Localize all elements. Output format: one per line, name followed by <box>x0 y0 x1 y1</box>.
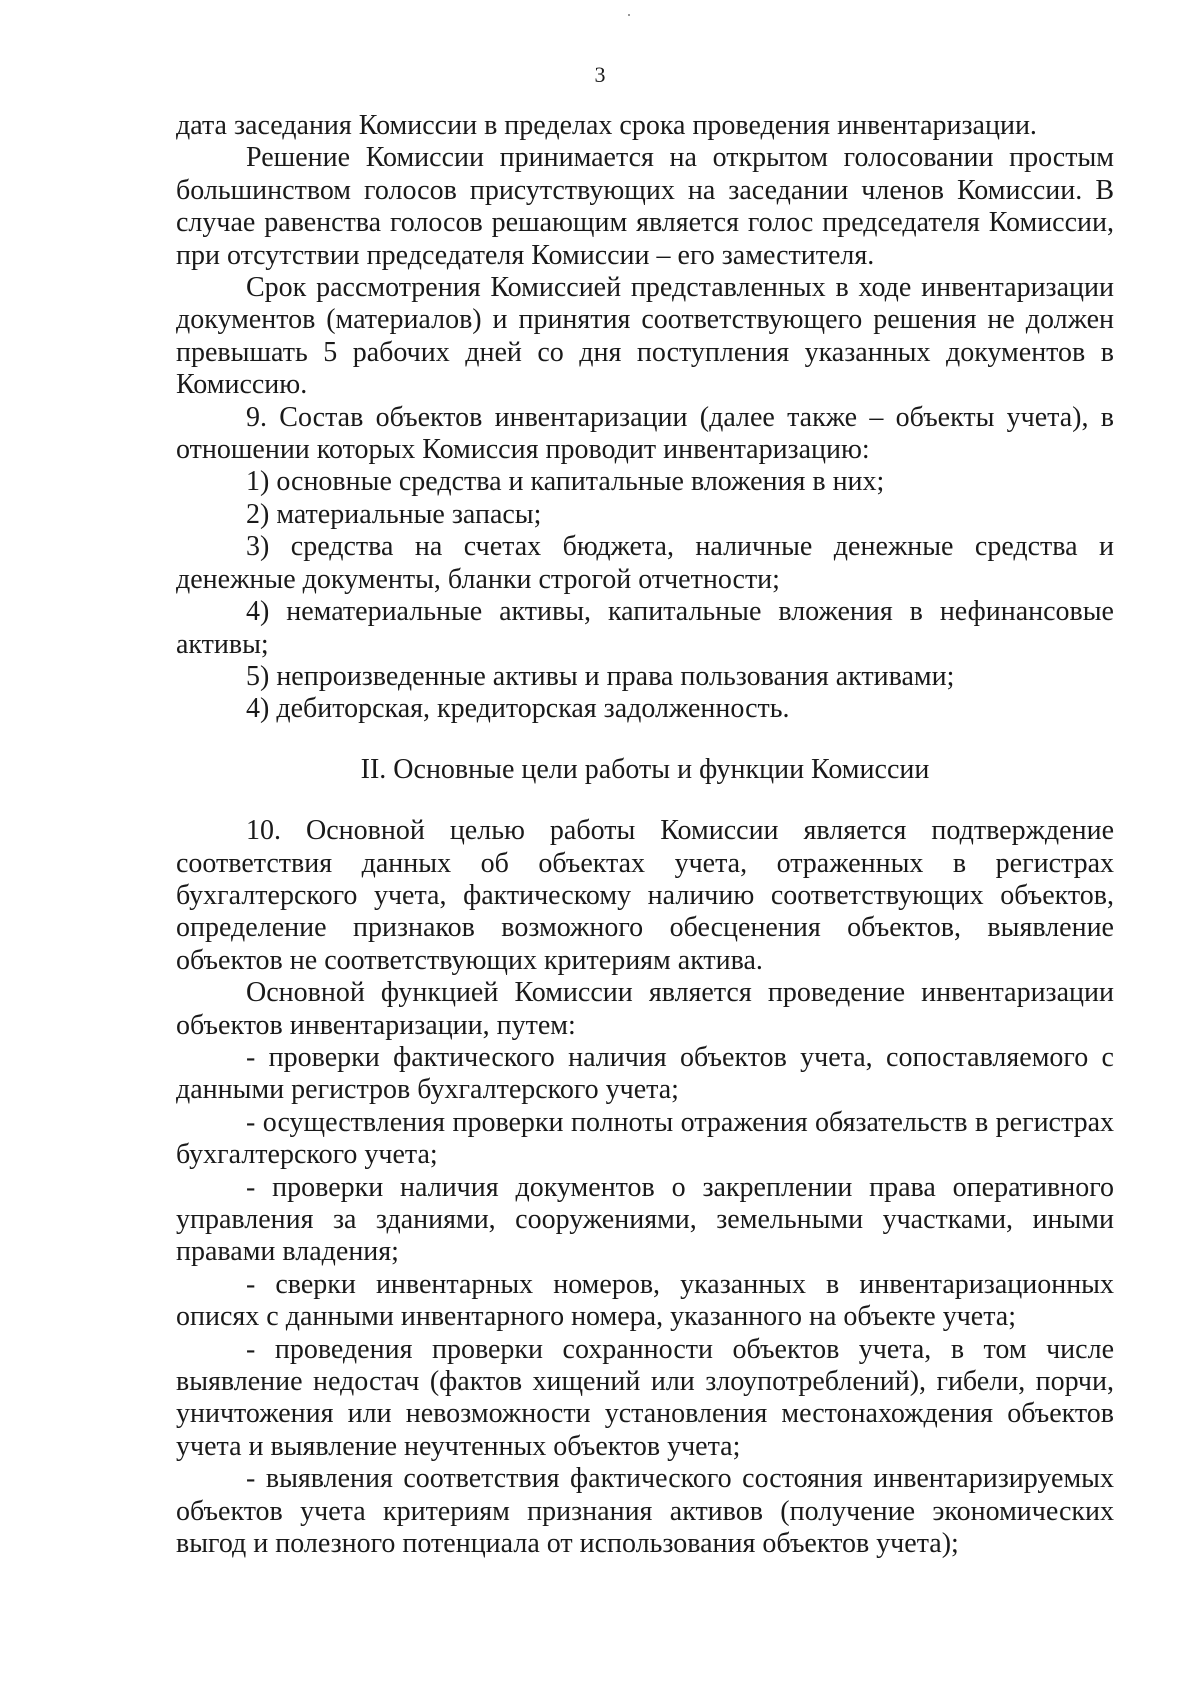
paragraph: - выявления соответствия фактического состояния инвентаризируемых объектов учета критериям признания активов (получение экономических выгод и полезного потенциала от использования объектов учета); <box>176 1463 1114 1560</box>
paragraph: 1) основные средства и капитальные вложения в них; <box>246 466 885 498</box>
paragraph: дата заседания Комиссии в пределах срока проведения инвентаризации. <box>176 110 1037 141</box>
paragraph: 10. Основной целью работы Комиссии является подтверждение соответствия данных об объектах учета, отраженных в регистрах бухгалтерского учета, фактическому наличию соответствующих объектов, определение признаков возможного обесценения объектов, выявление объектов не соответствующих критериям актива. <box>176 815 1114 976</box>
paragraph: Срок рассмотрения Комиссией представленных в ходе инвентаризации документов (материалов) и принятия соответствующего решения не должен превышать 5 рабочих дней со дня поступления указанных документов в Комиссию. <box>176 272 1114 401</box>
section-two-paragraphs <box>176 815 1114 1560</box>
paragraph: 4) дебиторская, кредиторская задолженность. <box>246 693 790 725</box>
section-one-paragraphs <box>176 110 1114 726</box>
paragraph: 2) материальные запасы; <box>246 498 542 530</box>
paragraph: - проверки фактического наличия объектов учета, сопоставляемого с данными регистров бухгалтерского учета; <box>176 1041 1114 1106</box>
paragraph: - проведения проверки сохранности объектов учета, в том числе выявление недостач (фактов хищений или злоупотреблений), гибели, порчи, уничтожения или невозможности установления местонахождения объектов учета и выявление неучтенных объектов учета; <box>176 1333 1114 1462</box>
paragraph: 9. Состав объектов инвентаризации (далее также – объекты учета), в отношении которых Комиссия проводит инвентаризацию: <box>176 401 1114 466</box>
page-number: 3 <box>594 62 606 87</box>
paragraph: Основной функцией Комиссии является проведение инвентаризации объектов инвентаризации, путем: <box>176 977 1114 1041</box>
paragraph: - проверки наличия документов о закреплении права оперативного управления за зданиями, сооружениями, земельными участками, иными правами владения; <box>176 1171 1114 1268</box>
paragraph: - осуществления проверки полноты отражения обязательств в регистрах бухгалтерского учета; <box>176 1106 1114 1171</box>
paragraph: Решение Комиссии принимается на открытом голосовании простым большинством голосов присутствующих на заседании членов Комиссии. В случае равенства голосов решающим является голос председателя Комиссии, при отсутствии председателя Комиссии – его заместителя. <box>176 142 1114 271</box>
scan-speck <box>628 14 630 16</box>
section-heading: II. Основные цели работы и функции Комиссии <box>360 753 930 785</box>
paragraph: 4) нематериальные активы, капитальные вложения в нефинансовые активы; <box>176 596 1114 660</box>
paragraph: 3) средства на счетах бюджета, наличные денежные средства и денежные документы, бланки строгой отчетности; <box>176 531 1114 595</box>
document-body <box>176 110 1114 1560</box>
paragraph: 5) непроизведенные активы и права пользования активами; <box>246 660 955 692</box>
paragraph: - сверки инвентарных номеров, указанных в инвентаризационных описях с данными инвентарного номера, указанного на объекте учета; <box>176 1268 1114 1333</box>
